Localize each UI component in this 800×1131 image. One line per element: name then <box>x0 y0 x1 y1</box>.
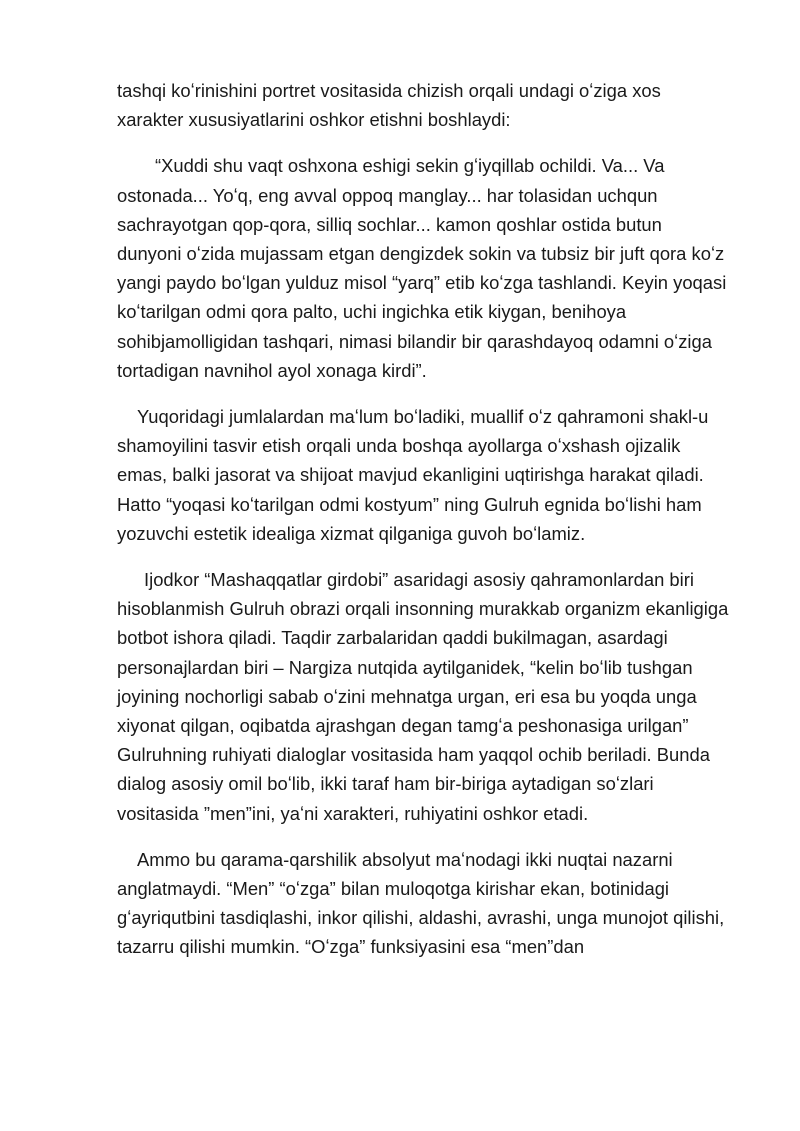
document-body <box>117 76 729 979</box>
paragraph-gulruh-image: Ijodkor “Mashaqqatlar girdobi” asaridagi asosiy qahramonlardan biri hisoblanmish Gulruh obrazi orqali insonning murakkab organizm ekanligiga botbot ishora qiladi. Taqdir zarbalaridan qaddi bukilmagan, asardagi personajlardan biri – Nargiza nutqida aytilganidek, “kelin boʻlib tushgan joyining nochorligi sabab oʻzini mehnatga urgan, eri esa bu yoqda unga xiyonat qilgan, oqibatda ajrashgan degan tamgʻa peshonasiga urilgan” Gulruhning ruhiyati dialoglar vositasida ham yaqqol ochib beriladi. Bunda dialog asosiy omil boʻlib, ikki taraf ham bir-biriga aytadigan soʻzlari vositasida ”men”ini, yaʻni xarakteri, ruhiyatini oshkor etadi. <box>117 569 729 824</box>
paragraph-analysis: Yuqoridagi jumlalardan maʻlum boʻladiki, muallif oʻz qahramoni shakl-u shamoyilini tasvir etish orqali unda boshqa ayollarga oʻxshash ojizalik emas, balki jasorat va shijoat mavjud ekanligini uqtirishga harakat qiladi. Hatto “yoqasi koʻtarilgan odmi kostyum” ning Gulruh egnida boʻlishi ham yozuvchi estetik idealiga xizmat qilganiga guvoh boʻlamiz. <box>117 406 709 544</box>
paragraph-quotation: “Xuddi shu vaqt oshxona eshigi sekin gʻiyqillab ochildi. Va... Va ostonada... Yoʻq, eng avval oppoq manglay... har tolasidan uchqun sachrayotgan qop-qora, silliq sochlar... kamon qoshlar ostida butun dunyoni oʻzida mujassam etgan dengizdek sokin va tubsiz bir juft qora koʻz yangi paydo boʻlgan yulduz misol “yarq” etib koʻzga tashlandi. Keyin yoqasi koʻtarilgan odmi qora palto, uchi ingichka etik kiygan, benihoya sohibjamolligidan tashqari, nimasi bilandir bir qarashdayoq odamni oʻziga tortadigan navnihol ayol xonaga kirdi”. <box>117 155 727 381</box>
paragraph-continuation: tashqi koʻrinishini portret vositasida chizish orqali undagi oʻziga xos xarakter xususiyatlarini oshkor etishni boshlaydi: <box>117 80 661 131</box>
paragraph-opposition: Ammo bu qarama-qarshilik absolyut maʻnodagi ikki nuqtai nazarni anglatmaydi. “Men” “oʻzga” bilan muloqotga kirishar ekan, botinidagi gʻayriqutbini tasdiqlashi, inkor qilishi, aldashi, avrashi, unga munojot qilishi, tazarru qilishi mumkin. “Oʻzga” funksiyasini esa “men”dan <box>117 848 725 958</box>
